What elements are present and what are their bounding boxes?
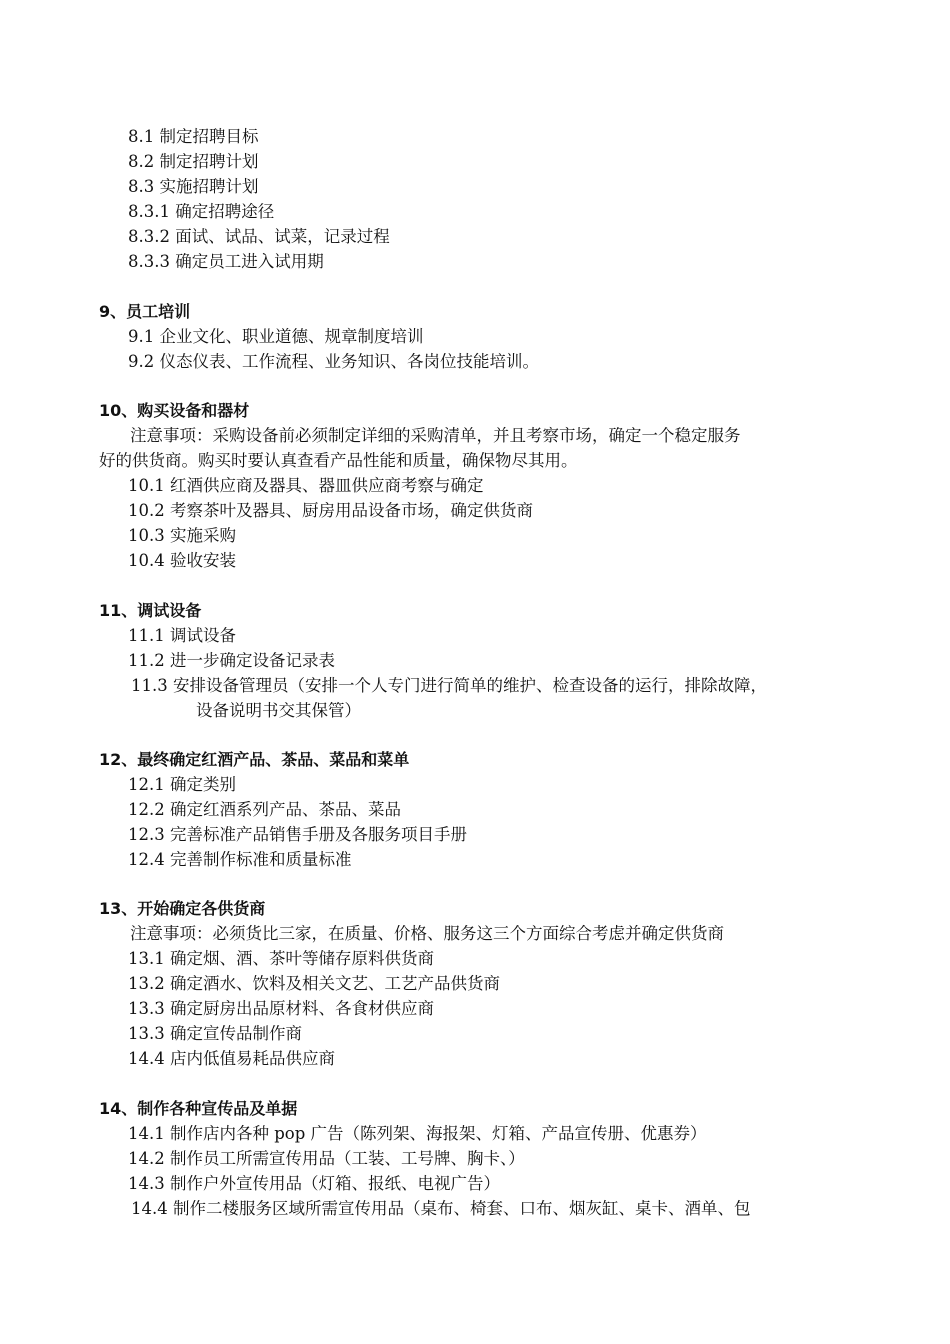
line-13-2: 13.2 确定酒水、饮料及相关文艺、工艺产品供货商 <box>128 974 500 993</box>
line-8-3-2: 8.3.2 面试、试品、试菜，记录过程 <box>128 227 390 246</box>
line-14-4-low-value: 14.4 店内低值易耗品供应商 <box>128 1049 335 1068</box>
line-11-3-wrap: 设备说明书交其保管） <box>196 701 361 720</box>
line-10-3: 10.3 实施采购 <box>128 526 236 545</box>
line-8-3-1: 8.3.1 确定招聘途径 <box>128 202 275 221</box>
line-11-3: 11.3 安排设备管理员（安排一个人专门进行简单的维护、检查设备的运行，排除故障， <box>131 676 767 695</box>
line-11-2: 11.2 进一步确定设备记录表 <box>128 651 335 670</box>
note-10-continued: 好的供货商。购买时要认真查看产品性能和质量，确保物尽其用。 <box>99 451 578 470</box>
line-12-4: 12.4 完善制作标准和质量标准 <box>128 850 352 869</box>
line-8-3: 8.3 实施招聘计划 <box>128 177 259 196</box>
line-10-1: 10.1 红酒供应商及器具、器皿供应商考察与确定 <box>128 476 484 495</box>
line-8-3-3: 8.3.3 确定员工进入试用期 <box>128 252 324 271</box>
heading-14: 14、制作各种宣传品及单据 <box>99 1099 298 1118</box>
heading-12: 12、最终确定红酒产品、茶品、菜品和菜单 <box>99 750 410 769</box>
line-8-2: 8.2 制定招聘计划 <box>128 152 259 171</box>
line-14-4: 14.4 制作二楼服务区域所需宣传用品（桌布、椅套、口布、烟灰缸、桌卡、酒单、包 <box>131 1199 751 1218</box>
line-14-3: 14.3 制作户外宣传用品（灯箱、报纸、电视广告） <box>128 1174 500 1193</box>
line-8-1: 8.1 制定招聘目标 <box>128 127 259 146</box>
note-13: 注意事项：必须货比三家，在质量、价格、服务这三个方面综合考虑并确定供货商 <box>130 924 724 943</box>
heading-11: 11、调试设备 <box>99 601 202 620</box>
line-9-1: 9.1 企业文化、职业道德、规章制度培训 <box>128 327 424 346</box>
line-13-1: 13.1 确定烟、酒、茶叶等储存原料供货商 <box>128 949 434 968</box>
line-9-2: 9.2 仪态仪表、工作流程、业务知识、各岗位技能培训。 <box>128 352 539 371</box>
heading-9: 9、员工培训 <box>99 302 191 321</box>
line-10-4: 10.4 验收安装 <box>128 551 236 570</box>
note-10: 注意事项：采购设备前必须制定详细的采购清单，并且考察市场，确定一个稳定服务 <box>130 426 741 445</box>
line-12-3: 12.3 完善标准产品销售手册及各服务项目手册 <box>128 825 467 844</box>
line-13-3b: 13.3 确定宣传品制作商 <box>128 1024 302 1043</box>
line-11-1: 11.1 调试设备 <box>128 626 236 645</box>
line-13-3: 13.3 确定厨房出品原材料、各食材供应商 <box>128 999 434 1018</box>
line-10-2: 10.2 考察茶叶及器具、厨房用品设备市场，确定供货商 <box>128 501 533 520</box>
heading-13: 13、开始确定各供货商 <box>99 899 266 918</box>
line-14-2: 14.2 制作员工所需宣传用品（工装、工号牌、胸卡、） <box>128 1149 525 1168</box>
line-12-2: 12.2 确定红酒系列产品、茶品、菜品 <box>128 800 401 819</box>
heading-10: 10、购买设备和器材 <box>99 401 250 420</box>
line-12-1: 12.1 确定类别 <box>128 775 236 794</box>
line-14-1: 14.1 制作店内各种 pop 广告（陈列架、海报架、灯箱、产品宣传册、优惠券） <box>128 1124 707 1143</box>
